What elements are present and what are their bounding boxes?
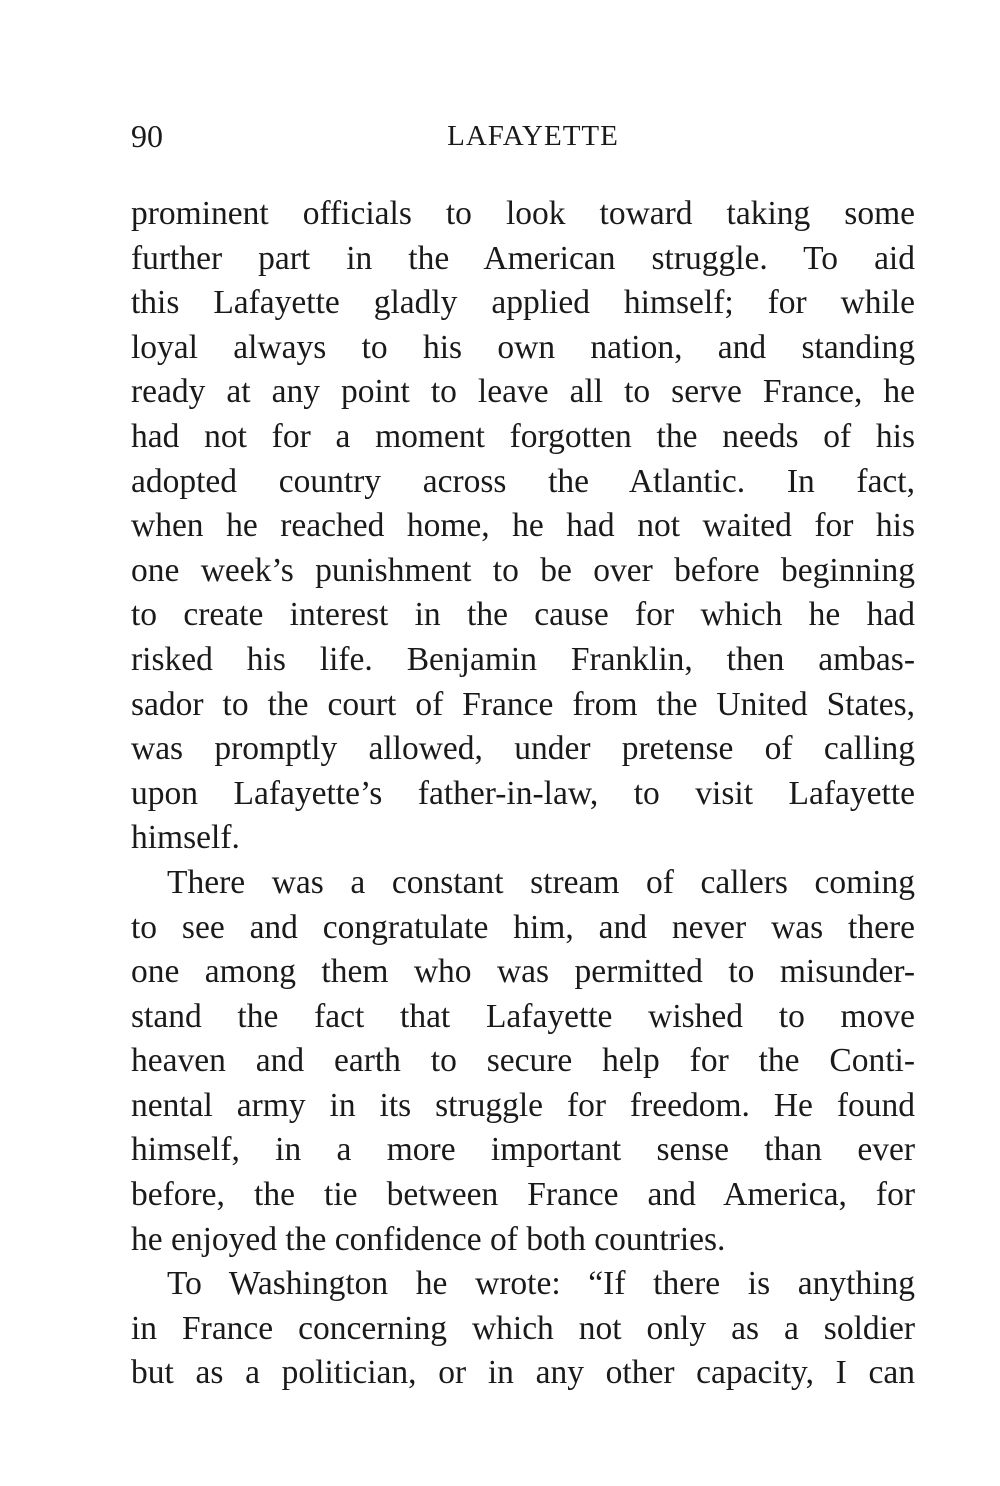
text-line: himself, in a more important sense than ever (131, 1131, 915, 1169)
text-line: he enjoyed the confidence of both countries. (131, 1220, 726, 1258)
running-head (131, 114, 915, 158)
text-line: There was a constant stream of callers coming (167, 863, 915, 901)
text-line: himself. (131, 819, 240, 857)
text-line: loyal always to his own nation, and standing (131, 328, 915, 366)
text-line: when he reached home, he had not waited for his (131, 507, 915, 545)
text-line: adopted country across the Atlantic. In fact, (131, 462, 915, 500)
text-line: was promptly allowed, under pretense of calling (131, 730, 915, 768)
text-line: upon Lafayette’s father-in-law, to visit Lafayette (131, 774, 915, 812)
running-title: LAFAYETTE (447, 120, 619, 152)
text-line: this Lafayette gladly applied himself; for while (131, 284, 915, 322)
text-line: to create interest in the cause for which he had (131, 596, 915, 634)
text-line: To Washington he wrote: “If there is anything (167, 1265, 915, 1303)
text-line: one among them who was permitted to misunder- (131, 953, 915, 991)
body-text (131, 192, 915, 1396)
text-line: but as a politician, or in any other capacity, I can (131, 1354, 915, 1392)
text-line: further part in the American struggle. To aid (131, 239, 915, 277)
text-line: sador to the court of France from the United States, (131, 685, 915, 723)
text-line: nental army in its struggle for freedom. He found (131, 1086, 915, 1124)
page-number: 90 (131, 118, 163, 154)
text-line: had not for a moment forgotten the needs of his (131, 417, 915, 455)
text-line: before, the tie between France and America, for (131, 1176, 915, 1214)
text-line: ready at any point to leave all to serve France, he (131, 373, 915, 411)
text-line: prominent officials to look toward taking some (131, 195, 915, 232)
text-line: heaven and earth to secure help for the Conti- (131, 1042, 915, 1080)
text-line: risked his life. Benjamin Franklin, then ambas- (131, 640, 915, 678)
text-line: stand the fact that Lafayette wished to move (131, 997, 915, 1035)
text-line: to see and congratulate him, and never was there (131, 908, 915, 946)
text-line: one week’s punishment to be over before beginning (131, 551, 915, 589)
text-line: in France concerning which not only as a soldier (131, 1309, 915, 1347)
